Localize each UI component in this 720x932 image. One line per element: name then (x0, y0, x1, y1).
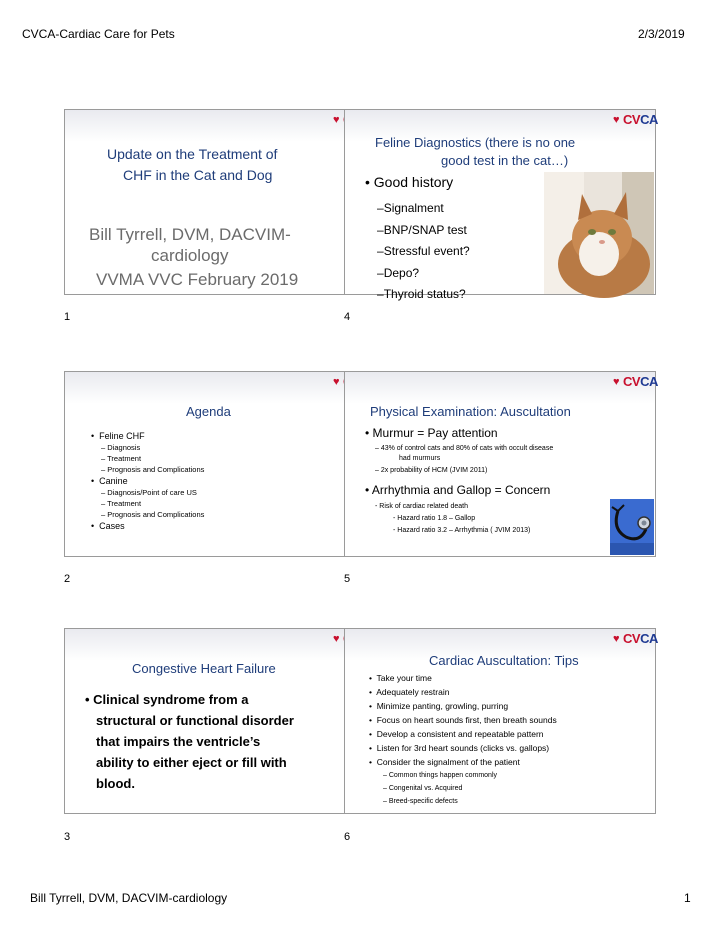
slide-number-5: 5 (344, 573, 351, 585)
agenda-list (91, 430, 204, 532)
author-line2: cardiology (151, 246, 229, 265)
logo-text-a: CV (623, 631, 641, 646)
list-item: – Prognosis and Complications (101, 510, 205, 519)
slide-number-2: 2 (64, 573, 71, 585)
list-item: • Minimize panting, growling, purring (369, 701, 509, 711)
sub-bullet: - Hazard ratio 3.2 – Arrhythmia ( JVIM 2013) (393, 527, 531, 534)
sub-bullet: – 43% of control cats and 80% of cats with occult disease (375, 445, 554, 452)
slide-header-bar (65, 629, 375, 661)
list-item: –Stressful event? (377, 244, 470, 258)
sub-bullet: - Hazard ratio 1.8 – Gallop (393, 515, 476, 522)
list-item: • Listen for 3rd heart sounds (clicks vs. gallops) (369, 743, 550, 753)
bullet-good-history: • Good history (365, 174, 454, 190)
list-item: – Breed-specific defects (383, 798, 458, 805)
paw-icon: ♥ (333, 114, 340, 126)
slide-4 (344, 109, 658, 301)
slide-2 (64, 371, 376, 557)
list-item: • Focus on heart sounds first, then breath sounds (369, 715, 557, 725)
slide-title: Physical Examination: Auscultation (370, 404, 571, 419)
list-item: • Canine (91, 476, 128, 486)
sub-bullet: – 2x probability of HCM (JVIM 2011) (375, 467, 488, 474)
tips-list (369, 671, 557, 808)
event-name: VVMA VVC February 2019 (96, 270, 299, 289)
list-item: • Adequately restrain (369, 687, 450, 697)
slide-number-1: 1 (64, 311, 71, 323)
list-item: – Diagnosis (101, 443, 141, 452)
sublist (377, 198, 470, 306)
cvca-logo (613, 112, 658, 138)
logo-text-b: CA (640, 374, 658, 389)
list-item: • Take your time (369, 673, 432, 683)
slide-5 (344, 371, 656, 557)
list-item: • Consider the signalment of the patient (369, 757, 520, 767)
logo-text-b: CA (640, 112, 658, 127)
list-item: • Develop a consistent and repeatable pattern (369, 729, 544, 739)
paw-icon: ♥ (613, 633, 620, 645)
slide-title-line2: good test in the cat…) (441, 153, 569, 168)
slide-title: Agenda (186, 404, 231, 419)
logo-text-a: CV (623, 374, 641, 389)
slide-3 (64, 628, 376, 814)
definition-text: • Clinical syndrome from a structural or functional disorder that impairs the ventricle’s ability to either eject or fill with blood. (85, 692, 294, 791)
slide-title: Cardiac Auscultation: Tips (429, 653, 579, 668)
bullet-arrhythmia: • Arrhythmia and Gallop = Concern (365, 483, 551, 497)
page-footer-left: Bill Tyrrell, DVM, DACVIM-cardiology (30, 891, 228, 905)
slide-title-line1: Feline Diagnostics (there is no one (375, 135, 576, 150)
slide-title-line2: CHF in the Cat and Dog (123, 167, 273, 183)
list-item: –BNP/SNAP test (377, 222, 467, 237)
list-item: • Cases (91, 521, 125, 531)
cvca-logo (613, 631, 658, 657)
slide-number-6: 6 (344, 831, 351, 843)
list-item: – Treatment (101, 454, 142, 463)
cat-photo (544, 172, 654, 294)
sub-bullet: - Risk of cardiac related death (375, 503, 468, 510)
paw-icon: ♥ (613, 376, 620, 388)
slide-header-bar (345, 372, 655, 404)
list-item: –Signalment (377, 201, 444, 215)
list-item: – Diagnosis/Point of care US (101, 488, 197, 497)
list-item: – Common things happen commonly (383, 772, 498, 779)
list-item: • Feline CHF (91, 431, 145, 441)
list-item: –Thyroid status? (377, 287, 466, 301)
stethoscope-image (610, 499, 654, 555)
bullet-murmur: • Murmur = Pay attention (365, 426, 498, 440)
slide-number-3: 3 (64, 831, 71, 843)
slide-number-4: 4 (344, 311, 351, 323)
paw-icon: ♥ (613, 114, 620, 126)
logo-text-a: CV (623, 112, 641, 127)
cvca-logo (613, 374, 658, 400)
paw-icon: ♥ (333, 633, 340, 645)
slide-header-bar (65, 372, 375, 404)
slide-title: Congestive Heart Failure (132, 661, 276, 676)
logo-text-b: CA (640, 631, 658, 646)
page-header-date: 2/3/2019 (638, 27, 685, 41)
sub-bullet-cont: had murmurs (399, 455, 441, 462)
slide-6 (344, 628, 656, 814)
page-header-left: CVCA-Cardiac Care for Pets (22, 27, 175, 41)
slide-header-bar (65, 110, 375, 142)
list-item: – Treatment (101, 499, 142, 508)
list-item: – Prognosis and Complications (101, 465, 205, 474)
list-item: – Congenital vs. Acquired (383, 785, 463, 792)
page-footer-number: 1 (684, 891, 691, 905)
list-item: –Depo? (377, 265, 420, 280)
author-line1: Bill Tyrrell, DVM, DACVIM- (89, 225, 291, 244)
slide-1 (64, 109, 376, 295)
bullet-text: Good history (373, 174, 454, 190)
slide-title-line1: Update on the Treatment of (107, 146, 278, 162)
paw-icon: ♥ (333, 376, 340, 388)
